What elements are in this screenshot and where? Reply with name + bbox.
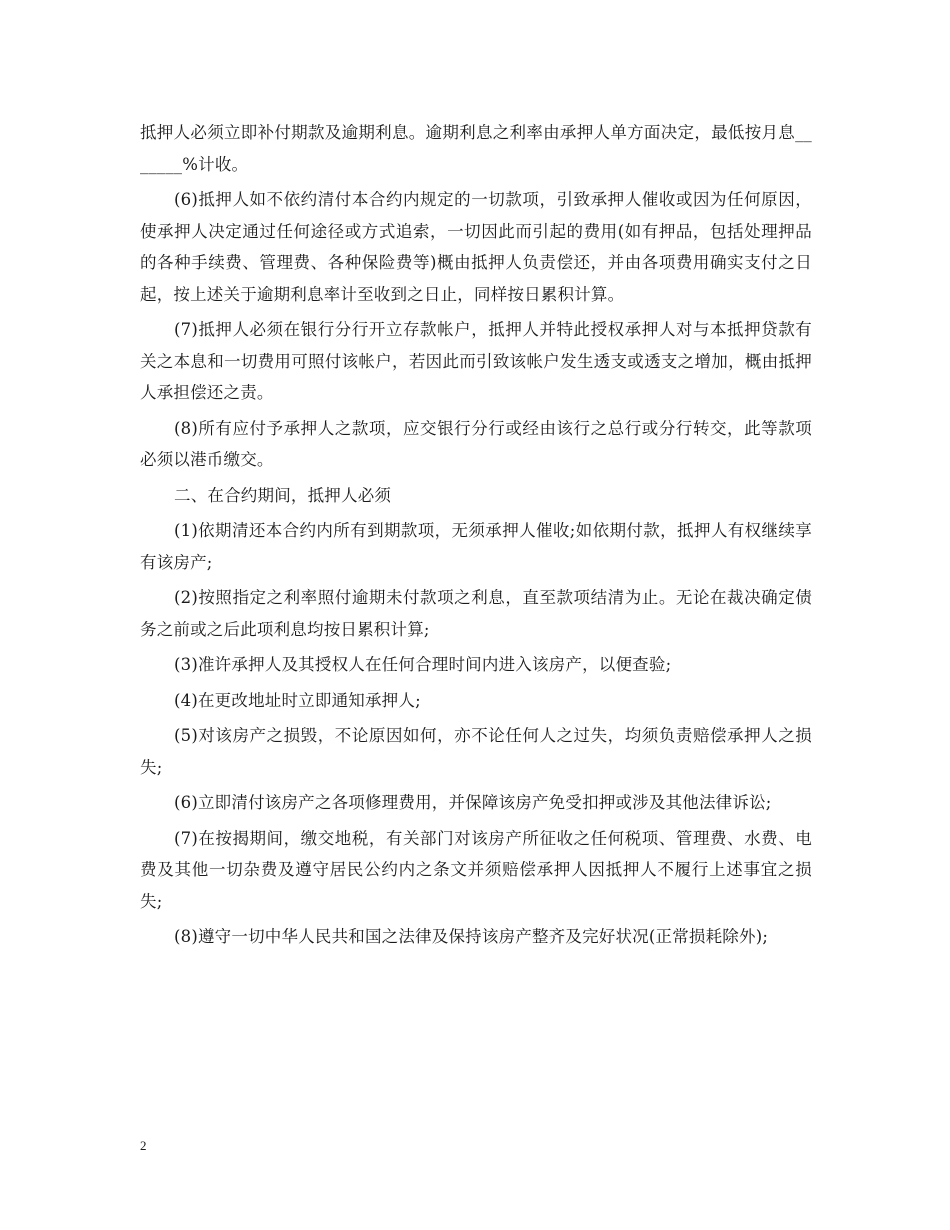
section-heading: 二、在合约期间，抵押人必须 [174,485,392,505]
paragraph: (2)按照指定之利率照付逾期未付款项之利息，直至款项结清为止。无论在裁决确定债务之前或之后此项利息均按日累积计算; [140,588,812,639]
paragraph: (6)立即清付该房产之各项修理费用，并保障该房产免受扣押或涉及其他法律诉讼; [174,793,772,812]
paragraph: 抵押人必须立即补付期款及逾期利息。逾期利息之利率由承押人单方面决定，最低按月息_______%计收。 [140,123,812,174]
paragraph: (3)准许承押人及其授权人在任何合理时间内进入该房产，以便查验; [174,655,672,674]
paragraph: (7)抵押人必须在银行分行开立存款帐户，抵押人并特此授权承押人对与本抵押贷款有关之本息和一切费用可照付该帐户，若因此而引致该帐户发生透支或透支之增加，概由抵押人承担偿还之责。 [140,320,812,402]
paragraph: (8)遵守一切中华人民共和国之法律及保持该房产整齐及完好状况(正常损耗除外); [174,927,769,946]
page-number: 2 [140,1138,147,1153]
paragraph: (6)抵押人如不依约清付本合约内规定的一切款项，引致承押人催收或因为任何原因，使承押人决定通过任何途径或方式追索，一切因此而引起的费用(如有押品，包括处理押品的各种手续费、管理费、各种保险费等)概由抵押人负责偿还，并由各项费用确实支付之日起，按上述关于逾期利息率计至收到之日止，同样按日累积计算。 [140,190,812,304]
paragraph: (8)所有应付予承押人之款项，应交银行分行或经由该行之总行或分行转交，此等款项必须以港币缴交。 [140,418,812,469]
paragraph: (1)依期清还本合约内所有到期款项，无须承押人催收;如依期付款，抵押人有权继续享有该房产; [140,521,812,572]
paragraph: (5)对该房产之损毁，不论原因如何，亦不论任何人之过失，均须负责赔偿承押人之损失; [140,726,812,777]
document-body [140,117,812,957]
paragraph: (7)在按揭期间，缴交地税，有关部门对该房产所征收之任何税项、管理费、水费、电费及其他一切杂费及遵守居民公约内之条文并须赔偿承押人因抵押人不履行上述事宜之损失; [140,828,812,911]
paragraph: (4)在更改地址时立即通知承押人; [174,690,421,710]
